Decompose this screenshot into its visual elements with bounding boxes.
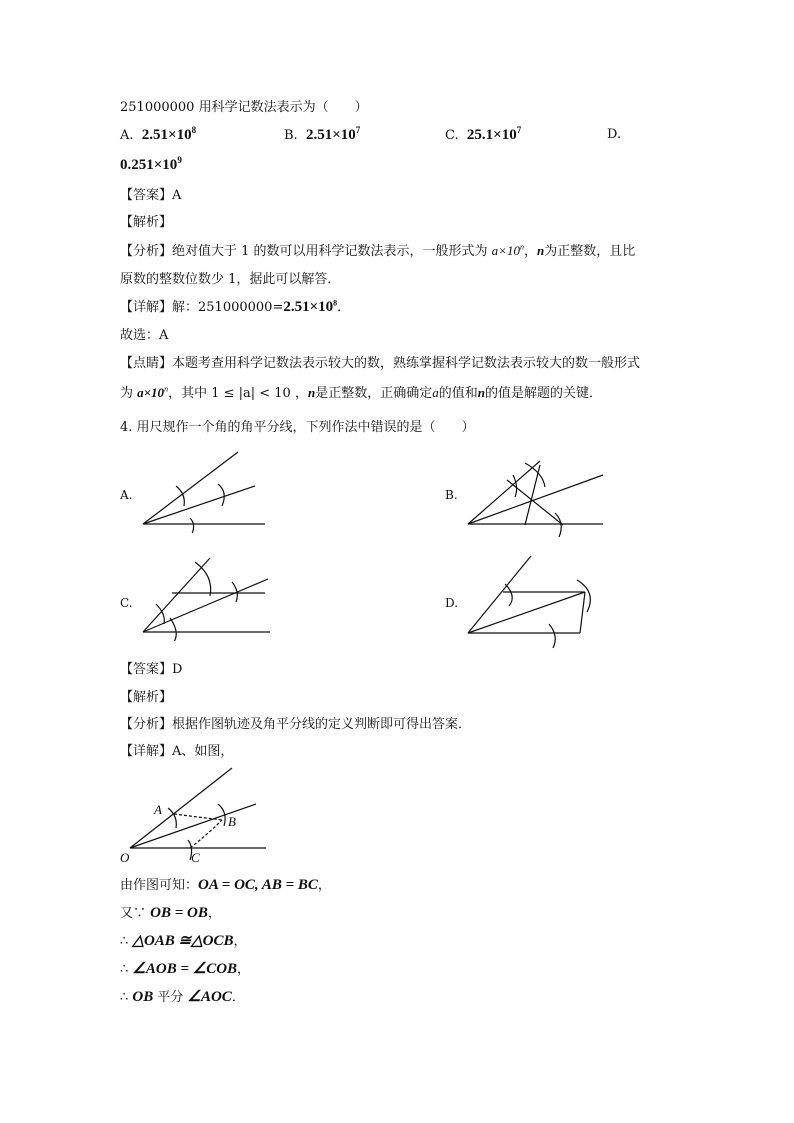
q3-option-d-key: D. — [607, 127, 622, 142]
q4-fenxi: 【分析】根据作图轨迹及角平分线的定义判断即可得出答案． — [120, 717, 472, 732]
q3-guxuan: 故选：A — [120, 328, 169, 343]
q4-figure-a-label: A. — [120, 488, 133, 502]
q4-step2: 又∵ OB = OB， — [120, 905, 221, 921]
point-b-label: B — [228, 814, 236, 829]
q4-figure-d — [465, 556, 605, 651]
q4-figure-a — [140, 448, 270, 533]
q3-analysis-head: 【解析】 — [120, 215, 173, 230]
q4-step3: ∴ △OAB ≅△OCB， — [120, 933, 247, 949]
q3-xiangjie: 【详解】解：$251000000=2.51\times 10^8$． — [120, 298, 351, 315]
point-a-label: A — [154, 802, 162, 817]
q3-dianjing-line2: 为 $a\times 10^n$，其中 1 ≤ |a| < 10 ，n是正整数，正确确定a的值和n的值是解题的关键． — [120, 384, 602, 401]
option-value: $25.1\times 10^7$ — [466, 125, 522, 143]
option-value: $2.51\times 10^7$ — [305, 125, 361, 143]
q3-stem: 251000000 用科学记数法表示为（ ） — [120, 100, 368, 115]
q4-detail-figure — [118, 762, 278, 867]
q3-option-d-value: $0.251\times 10^9$ — [120, 155, 182, 173]
q4-figure-c — [140, 556, 275, 641]
q4-answer: 【答案】D — [120, 662, 183, 677]
q3-fenxi-line1: 【分析】绝对值大于 1 的数可以用科学记数法表示，一般形式为 $a\times 10^n$，n为正整数，且比 — [120, 242, 636, 259]
q4-analysis-head: 【解析】 — [120, 690, 173, 705]
q4-step5: ∴ OB 平分 ∠AOC． — [120, 989, 245, 1005]
q4-figure-c-label: C. — [120, 596, 133, 610]
q4-figure-d-label: D. — [445, 596, 459, 610]
q4-stem: 4. 用尺规作一个角的角平分线，下列作法中错误的是（ ） — [120, 420, 475, 435]
option-key: B. — [284, 128, 298, 143]
q3-dianjing-line1: 【点睛】本题考查用科学记数法表示较大的数，熟练掌握科学记数法表示较大的数一般形式 — [120, 356, 641, 371]
q3-option-b — [284, 125, 360, 144]
point-c-label: C — [191, 850, 200, 865]
q4-figure-b — [465, 455, 605, 540]
q3-option-a — [120, 125, 196, 144]
q4-step1: 由作图可知：OA = OC, AB = BC， — [120, 877, 331, 893]
q4-step4: ∴ ∠AOB = ∠COB， — [120, 961, 251, 977]
option-key: A. — [120, 128, 134, 143]
q3-fenxi-line2: 原数的整数位数少 1，据此可以解答． — [120, 272, 341, 287]
q4-xiangjie: 【详解】A、如图， — [120, 744, 234, 759]
option-key: C. — [445, 128, 459, 143]
q4-figure-b-label: B. — [445, 488, 458, 502]
point-o-label: O — [120, 850, 130, 865]
q3-option-c — [445, 125, 521, 144]
q3-answer: 【答案】A — [120, 188, 182, 203]
option-value: $2.51\times 10^8$ — [141, 125, 197, 143]
